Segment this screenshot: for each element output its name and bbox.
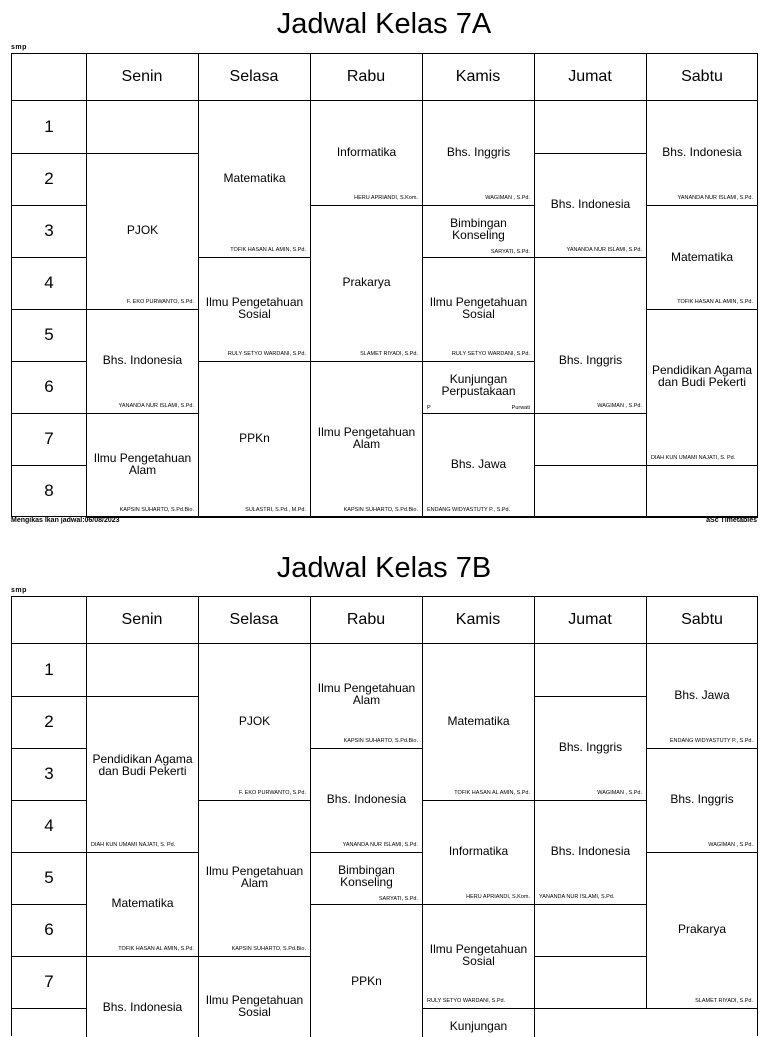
lesson-subject: Bhs. Jawa xyxy=(674,688,730,702)
lesson-subject: PJOK xyxy=(238,714,271,728)
lesson-teacher: SULASTRI, S.Pd., M.Pd. xyxy=(245,507,306,513)
lesson-cell[interactable] xyxy=(647,749,758,853)
grid-line xyxy=(12,956,87,957)
lesson-teacher: TOFIK HASAN AL AMIN, S.Pd. xyxy=(230,247,306,253)
grid-line xyxy=(12,696,87,697)
school-label: smp xyxy=(11,587,27,594)
lesson-teacher: KAPSIN SUHARTO, S.Pd.Bio. xyxy=(119,507,194,513)
grid-line xyxy=(12,904,87,905)
empty-cell xyxy=(535,101,647,154)
lesson-subject: Bhs. Inggris xyxy=(558,353,623,367)
lesson-cell[interactable] xyxy=(423,258,535,362)
period-number: 5 xyxy=(44,325,54,344)
lesson-subject: Pendidikan Agama dan Budi Pekerti xyxy=(651,363,753,389)
lesson-teacher: YANANDA NUR ISLAMI, S.Pd. xyxy=(677,195,753,201)
lesson-cell[interactable] xyxy=(647,206,758,310)
lesson-subject: Ilmu Pengetahuan Alam xyxy=(317,425,416,451)
lesson-teacher: SARYATI, S.Pd. xyxy=(490,249,530,255)
lesson-cell[interactable] xyxy=(199,362,311,518)
timetable-title: Jadwal Kelas 7A xyxy=(276,8,492,40)
lesson-cell[interactable] xyxy=(423,206,535,258)
period-number: 3 xyxy=(44,221,54,240)
lesson-cell[interactable] xyxy=(87,853,199,957)
lesson-teacher: WAGIMAN , S.Pd. xyxy=(485,195,530,201)
lesson-subject: Matematika xyxy=(111,896,174,910)
lesson-subject: Bhs. Indonesia xyxy=(326,792,407,806)
lesson-cell[interactable] xyxy=(311,853,423,905)
lesson-teacher: SLAMET RIYADI, S.Pd. xyxy=(360,351,418,357)
day-header: Sabtu xyxy=(681,611,723,628)
lesson-teacher: SARYATI, S.Pd. xyxy=(378,896,418,902)
lesson-teacher: TOFIK HASAN AL AMIN, S.Pd. xyxy=(454,790,530,796)
period-number: 1 xyxy=(44,660,54,679)
period-number: 4 xyxy=(44,273,54,292)
lesson-cell[interactable] xyxy=(87,957,199,1037)
lesson-subject: Bhs. Indonesia xyxy=(102,1000,183,1014)
lesson-subject: Bhs. Indonesia xyxy=(102,353,183,367)
lesson-subject: Bhs. Inggris xyxy=(558,740,623,754)
lesson-teacher: F. EKO PURWANTO, S.Pd. xyxy=(238,790,306,796)
lesson-teacher: RULY SETYO WARDANI, S.Pd. xyxy=(227,351,306,357)
lesson-cell[interactable] xyxy=(199,957,311,1037)
lesson-subject: Ilmu Pengetahuan Alam xyxy=(205,864,304,890)
lesson-cell[interactable] xyxy=(87,414,199,518)
period-number: 6 xyxy=(44,377,54,396)
lesson-subject: Kunjungan Perpustakaan xyxy=(441,372,516,398)
day-header: Kamis xyxy=(455,68,501,85)
empty-cell xyxy=(87,101,199,154)
lesson-teacher: KAPSIN SUHARTO, S.Pd.Bio. xyxy=(231,946,306,952)
lesson-subject: Ilmu Pengetahuan Sosial xyxy=(429,942,528,968)
day-header: Senin xyxy=(121,611,163,628)
lesson-subject: Pendidikan Agama dan Budi Pekerti xyxy=(92,752,193,778)
lesson-cell[interactable] xyxy=(199,801,311,957)
lesson-cell[interactable] xyxy=(311,644,423,749)
lesson-cell[interactable] xyxy=(87,310,199,414)
lesson-teacher-initial: P xyxy=(427,405,431,411)
lesson-teacher: SLAMET RIYADI, S.Pd. xyxy=(695,998,753,1004)
day-header: Rabu xyxy=(346,611,386,628)
lesson-cell[interactable] xyxy=(647,644,758,749)
lesson-cell[interactable] xyxy=(535,154,647,258)
lesson-teacher: F. EKO PURWANTO, S.Pd. xyxy=(126,299,194,305)
generated-date: Mengikas Ikan jadwal:06/08/2023 xyxy=(11,517,120,524)
empty-cell xyxy=(535,644,647,697)
grid-line xyxy=(12,1008,87,1009)
lesson-cell[interactable] xyxy=(311,362,423,518)
day-header: Kamis xyxy=(455,611,501,628)
lesson-teacher: DIAH KUN UMAMI NAJATI, S. Pd. xyxy=(651,455,736,461)
lesson-subject: Bhs. Jawa xyxy=(450,457,507,471)
empty-cell xyxy=(647,466,758,518)
grid-line xyxy=(12,309,87,310)
lesson-teacher: DIAH KUN UMAMI NAJATI, S. Pd. xyxy=(91,842,176,848)
lesson-cell[interactable] xyxy=(423,101,535,206)
lesson-subject: Bhs. Indonesia xyxy=(550,197,631,211)
lesson-teacher: ENDANG WIDYASTUTY P., S.Pd. xyxy=(669,738,753,744)
lesson-teacher: WAGIMAN , S.Pd. xyxy=(597,403,642,409)
lesson-subject: Bhs. Inggris xyxy=(670,792,734,806)
grid-line xyxy=(12,748,87,749)
grid-line xyxy=(12,800,87,801)
period-number: 7 xyxy=(44,972,54,991)
lesson-subject: Bimbingan Konseling xyxy=(338,863,395,889)
grid-line xyxy=(12,465,87,466)
lesson-teacher: HERU APRIANDI, S.Kom. xyxy=(466,894,530,900)
lesson-cell[interactable] xyxy=(423,362,535,414)
day-header: Sabtu xyxy=(681,68,723,85)
lesson-cell[interactable] xyxy=(311,101,423,206)
software-credit: aSc Timetables xyxy=(706,517,757,524)
lesson-cell[interactable] xyxy=(535,697,647,801)
lesson-subject: Informatika xyxy=(448,844,509,858)
lesson-cell[interactable] xyxy=(311,749,423,853)
school-label: smp xyxy=(11,44,27,51)
lesson-cell[interactable] xyxy=(423,1009,535,1037)
lesson-subject: Ilmu Pengetahuan Sosial xyxy=(429,295,528,321)
lesson-cell[interactable] xyxy=(535,258,647,414)
day-header: Jumat xyxy=(568,611,612,628)
period-number: 2 xyxy=(44,169,54,188)
lesson-subject: Bhs. Indonesia xyxy=(550,844,631,858)
lesson-cell[interactable] xyxy=(87,154,199,310)
lesson-cell[interactable] xyxy=(87,697,199,853)
lesson-subject: Bhs. Inggris xyxy=(446,145,511,159)
lesson-subject: Bimbingan Konseling xyxy=(450,216,507,242)
lesson-cell[interactable] xyxy=(647,101,758,206)
lesson-subject: Kunjungan xyxy=(449,1019,508,1033)
lesson-teacher: Purwati xyxy=(511,405,530,411)
day-header: Selasa xyxy=(229,68,279,85)
grid-line xyxy=(12,413,87,414)
lesson-teacher: WAGIMAN , S.Pd. xyxy=(597,790,642,796)
lesson-subject: Matematika xyxy=(223,171,286,185)
lesson-cell[interactable] xyxy=(423,905,535,1009)
lesson-subject: Ilmu Pengetahuan Sosial xyxy=(205,993,304,1019)
period-number: 7 xyxy=(44,429,54,448)
timetable-title: Jadwal Kelas 7B xyxy=(276,552,492,584)
lesson-cell[interactable] xyxy=(311,905,423,1037)
lesson-teacher: RULY SETYO WARDANI, S.Pd. xyxy=(427,998,506,1004)
grid-line xyxy=(12,852,87,853)
grid-line xyxy=(12,153,87,154)
lesson-cell[interactable] xyxy=(199,644,311,801)
lesson-subject: PJOK xyxy=(126,223,159,237)
day-header: Rabu xyxy=(346,68,386,85)
lesson-teacher: ENDANG WIDYASTUTY P., S.Pd. xyxy=(427,507,511,513)
lesson-teacher: YANANDA NUR ISLAMI, S.Pd. xyxy=(566,247,642,253)
lesson-teacher: KAPSIN SUHARTO, S.Pd.Bio. xyxy=(343,507,418,513)
empty-cell xyxy=(535,466,647,518)
period-number: 1 xyxy=(44,117,54,136)
lesson-cell[interactable] xyxy=(423,414,535,518)
period-number: 3 xyxy=(44,764,54,783)
timetable-grid xyxy=(11,596,758,1036)
lesson-teacher: RULY SETYO WARDANI, S.Pd. xyxy=(451,351,530,357)
empty-cell xyxy=(535,414,647,466)
lesson-teacher: KAPSIN SUHARTO, S.Pd.Bio. xyxy=(343,738,418,744)
lesson-cell[interactable] xyxy=(423,801,535,905)
lesson-cell[interactable] xyxy=(423,644,535,801)
timetable-grid xyxy=(11,53,758,517)
lesson-teacher: YANANDA NUR ISLAMI, S.Pd. xyxy=(539,894,615,900)
grid-line xyxy=(12,257,87,258)
lesson-subject: Informatika xyxy=(336,145,397,159)
lesson-teacher: HERU APRIANDI, S.Kom. xyxy=(354,195,418,201)
empty-cell xyxy=(87,644,199,697)
lesson-cell[interactable] xyxy=(647,310,758,466)
lesson-cell[interactable] xyxy=(311,206,423,362)
day-header: Jumat xyxy=(568,68,612,85)
lesson-subject: Matematika xyxy=(447,714,510,728)
lesson-subject: Ilmu Pengetahuan Alam xyxy=(317,681,416,707)
lesson-subject: Ilmu Pengetahuan Sosial xyxy=(205,295,304,321)
grid-line xyxy=(12,361,87,362)
day-header: Senin xyxy=(121,68,163,85)
empty-cell xyxy=(535,905,647,957)
lesson-teacher: TOFIK HASAN AL AMIN, S.Pd. xyxy=(677,299,753,305)
lesson-cell[interactable] xyxy=(647,853,758,1009)
lesson-cell[interactable] xyxy=(199,101,311,258)
lesson-subject: Matematika xyxy=(670,250,734,264)
period-number: 6 xyxy=(44,920,54,939)
period-number: 5 xyxy=(44,868,54,887)
lesson-teacher: YANANDA NUR ISLAMI, S.Pd. xyxy=(342,842,418,848)
lesson-subject: Prakarya xyxy=(342,275,391,289)
lesson-subject: PPKn xyxy=(351,974,382,988)
lesson-subject: PPKn xyxy=(239,431,270,445)
period-number: 8 xyxy=(44,481,54,500)
lesson-subject: Prakarya xyxy=(677,922,727,936)
grid-line xyxy=(12,205,87,206)
lesson-subject: Bhs. Indonesia xyxy=(662,145,742,159)
lesson-teacher: TOFIK HASAN AL AMIN, S.Pd. xyxy=(118,946,194,952)
lesson-cell[interactable] xyxy=(199,258,311,362)
period-number: 2 xyxy=(44,712,54,731)
lesson-teacher: WAGIMAN , S.Pd. xyxy=(708,842,753,848)
period-number: 4 xyxy=(44,816,54,835)
day-header: Selasa xyxy=(229,611,279,628)
lesson-teacher: YANANDA NUR ISLAMI, S.Pd. xyxy=(118,403,194,409)
lesson-cell[interactable] xyxy=(535,801,647,905)
lesson-subject: Ilmu Pengetahuan Alam xyxy=(93,451,192,477)
empty-cell xyxy=(535,957,647,1009)
